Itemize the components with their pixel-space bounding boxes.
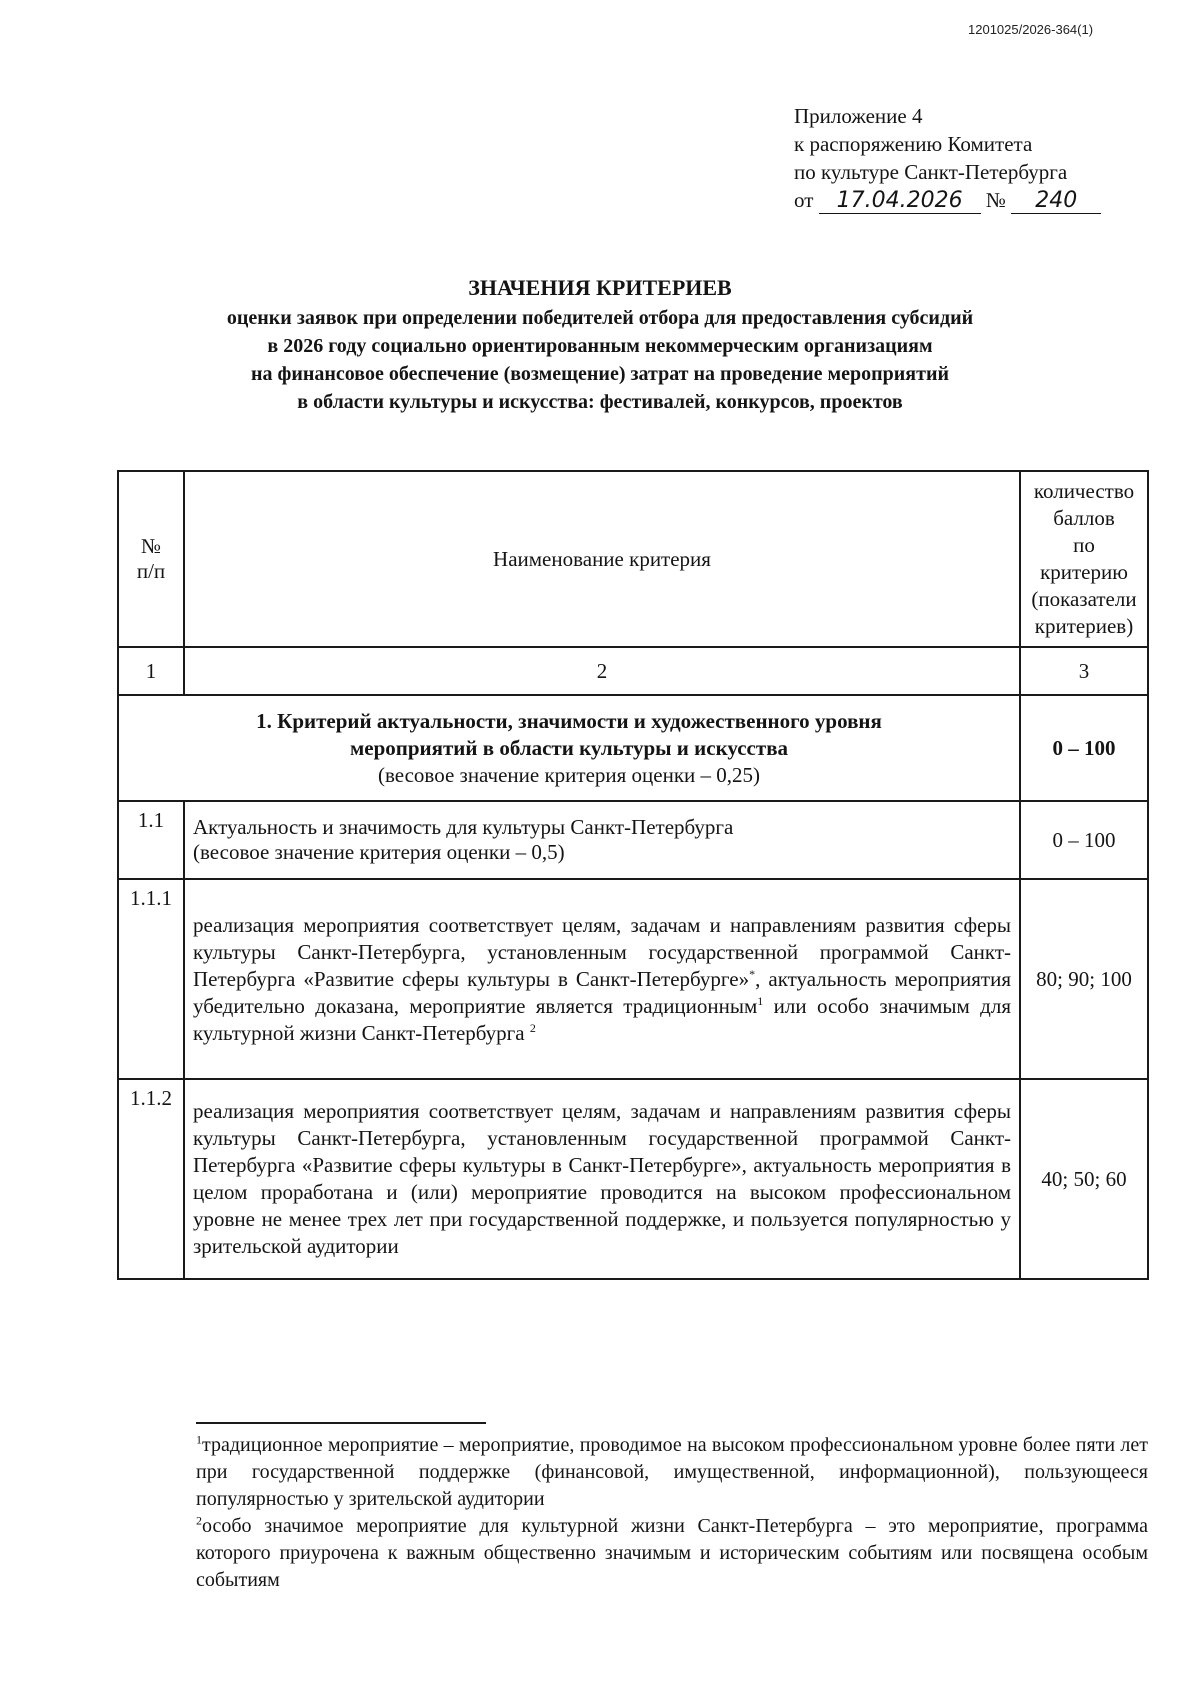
header-criterion-name: Наименование критерия [184,471,1020,647]
column-numbers-row [118,647,1148,695]
criteria-table [117,470,1149,1280]
header-points-line-4: (показатели [1031,587,1137,611]
row-1-1-text-line-2: (весовое значение критерия оценки – 0,5) [193,840,565,864]
footnote-1-ref: 1 [757,993,764,1008]
handwritten-date: 17.04.2026 [819,189,981,214]
table-header-row [118,471,1148,647]
column-number-1: 1 [118,647,184,695]
footnote-2-text: особо значимое мероприятие для культурной жизни Санкт-Петербурга – это мероприятие, программа которого приурочена к важным общественно значимым и историческим событиям или посвящена особым событиям [196,1515,1148,1591]
row-number: 1.1.2 [118,1079,184,1279]
appendix-line-1: Приложение 4 [794,104,923,128]
header-number-sign: № [140,534,162,558]
section-1-title-cell [118,695,1020,801]
header-points-cell [1020,471,1148,647]
footnote-divider [196,1422,486,1424]
footnote-1-text: традиционное мероприятие – мероприятие, проводимое на высоком профессиональном уровне более пяти лет при государственной поддержке (финансовой, имущественной, информационной), пользующееся популярностью у зрительской аудитории [196,1434,1148,1510]
handwritten-number: 240 [1011,189,1101,214]
header-points-line-3: по критерию [1040,533,1128,584]
row-criterion-text: реализация мероприятия соответствует целям, задачам и направлениям развития сферы культуры Санкт-Петербурга, установленным государственной программой Санкт-Петербурга «Развитие сферы культуры в Санкт-Петербурге», актуальность мероприятия в целом проработана и (или) мероприятие проводится на высоком профессиональном уровне не менее трех лет при государственной поддержке, и пользуется популярностью у зрительской аудитории [184,1079,1020,1279]
row-points: 40; 50; 60 [1020,1079,1148,1279]
footnote-1 [196,1432,1148,1513]
footnote-2-ref: 2 [529,1020,536,1035]
row-number: 1.1 [118,801,184,879]
table-row [118,879,1148,1079]
date-prefix: от [794,188,814,212]
row-points: 0 – 100 [1020,801,1148,879]
title-main: ЗНАЧЕНИЯ КРИТЕРИЕВ [468,275,732,300]
row-1-1-1-text-a: реализация мероприятия соответствует целям, задачам и направлениям развития сферы культуры Санкт-Петербурга, установленным государственной программой Санкт-Петербурга «Развитие сферы культуры в Санкт-Петербурге» [193,912,1011,991]
column-number-2: 2 [184,647,1020,695]
footnotes [196,1432,1148,1594]
header-points-line-1: количество [1033,479,1135,503]
section-1-row [118,695,1148,801]
title-sub-4: в области культуры и искусства: фестивалей, конкурсов, проектов [297,391,903,413]
appendix-date-line [794,186,1101,214]
section-1-weight: (весовое значение критерия оценки – 0,25) [377,762,761,787]
row-criterion-text [184,879,1020,1079]
section-1-points: 0 – 100 [1020,695,1148,801]
row-1-1-1-text-c: или особо значимым для культурной жизни Санкт-Петербурга [193,993,1012,1045]
appendix-line-3: по культуре Санкт-Петербурга [794,160,1068,184]
header-points-line-5: критериев) [1034,614,1134,638]
title-sub-3: на финансовое обеспечение (возмещение) затрат на проведение мероприятий [251,363,949,385]
number-prefix: № [985,188,1006,212]
document-title [140,272,1060,416]
section-1-title-line-1: 1. Критерий актуальности, значимости и художественного уровня [256,708,882,733]
header-points-line-2: баллов [1053,506,1115,530]
footnote-2 [196,1513,1148,1594]
column-number-3: 3 [1020,647,1148,695]
appendix-block [794,102,1101,214]
footnote-2-mark: 2 [196,1513,202,1528]
document-number: 1201025/2026-364(1) [968,22,1094,37]
appendix-line-2: к распоряжению Комитета [794,132,1033,156]
table-row [118,1079,1148,1279]
row-points: 80; 90; 100 [1020,879,1148,1079]
row-1-1-text-line-1: Актуальность и значимость для культуры Санкт-Петербурга [193,815,734,839]
row-criterion-text [184,801,1020,879]
table-row [118,801,1148,879]
row-number: 1.1.1 [118,879,184,1079]
footnote-1-mark: 1 [196,1432,202,1447]
title-sub-1: оценки заявок при определении победителей отбора для предоставления субсидий [226,307,974,329]
header-number-pp: п/п [136,559,166,583]
section-1-title-line-2: мероприятий в области культуры и искусства [349,735,789,760]
title-sub-2: в 2026 году социально ориентированным некоммерческим организациям [267,335,933,357]
header-number-cell [118,471,184,647]
row-1-1-1-text-b: , актуальность мероприятия убедительно доказана, мероприятие является традиционным [193,966,1011,1018]
asterisk-mark: * [749,966,756,981]
